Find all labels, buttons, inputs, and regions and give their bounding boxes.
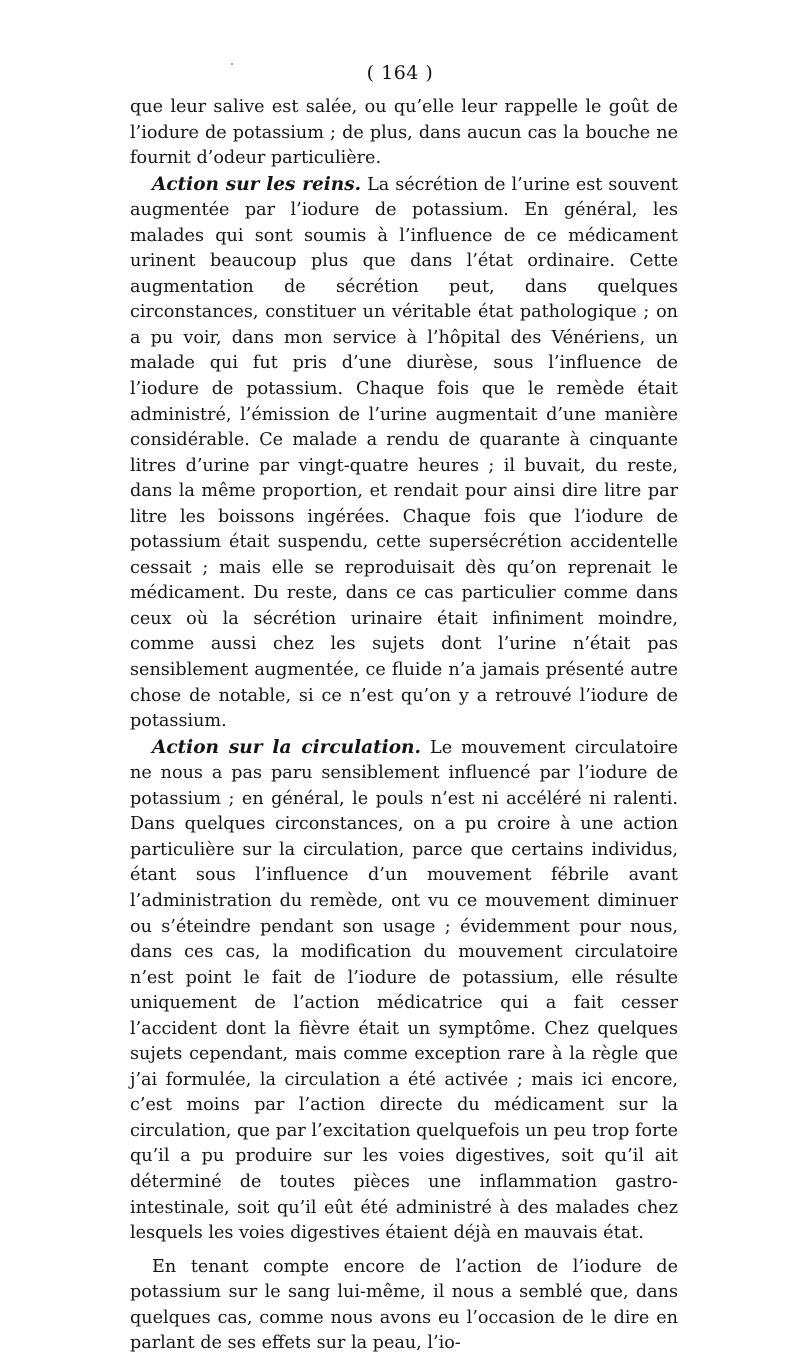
paragraph-text: En tenant compte encore de l’action de l’iodure de potassium sur le sang lui-même, il nous a semblé que, dans quelques cas, comme nous avons eu l’occasion de le dire en parlant de ses effets sur la peau, l’io- [130,1256,678,1354]
page-number: ( 164 ) [366,62,434,84]
paragraph-sang [130,1255,678,1357]
paragraph-action-circulation [130,735,678,1247]
paragraph-text: La sécrétion de l’urine est souvent augmentée par l’iodure de potassium. En général, les malades qui sont soumis à l’influence de ce médicament urinent beaucoup plus que dans l’état ordinaire. Cette augmentation de sécrétion peut, dans quelques circonstances, constituer un véritable état pathologique ; on a pu voir, dans mon service à l’hôpital des Vénériens, un malade qui fut pris d’une diurèse, sous l’influence de l’iodure de potassium. Chaque fois que le remède était administré, l’émission de l’urine augmentait d’une manière considérable. Ce malade a rendu de quarante à cinquante litres d’urine par vingt-quatre heures ; il buvait, du reste, dans la même proportion, et rendait pour ainsi dire litre par litre les boissons ingérées. Chaque fois que l’iodure de potassium était suspendu, cette supersécrétion accidentelle cessait ; mais elle se reproduisait dès qu’on reprenait le médicament. Du reste, dans ce cas particulier comme dans ceux où la sécrétion urinaire était infiniment moindre, comme aussi chez les sujets dont l’urine n’était pas sensiblement augmentée, ce fluide n’a jamais présenté autre chose de notable, si ce n’est qu’on y a retrouvé l’iodure de potassium. [130,174,679,732]
section-heading-reins: Action sur les reins. [152,173,362,195]
paragraph-continued [130,95,678,172]
section-heading-circulation: Action sur la circulation. [152,736,421,758]
body-text [130,95,678,1357]
paragraph-text: que leur salive est salée, ou qu’elle leur rappelle le goût de l’iodure de potassium ; de plus, dans aucun cas la bouche ne fournit d’odeur particulière. [130,97,678,169]
paragraph-text: Le mouvement circulatoire ne nous a pas paru sensiblement influencé par l’iodure de potassium ; en général, le pouls n’est ni accéléré ni ralenti. Dans quelques circonstances, on a pu croire à une action particulière sur la circulation, parce que certains individus, étant sous l’influence d’un mouvement fébrile avant l’administration du remède, ont vu ce mouvement diminuer ou s’éteindre pendant son usage ; évidemment pour nous, dans ces cas, la modification du mouvement circulatoire n’est point le fait de l’iodure de potassium, elle résulte uniquement de l’action médicatrice qui a fait cesser l’accident dont la fièvre était un symptôme. Chez quelques sujets cependant, mais comme exception rare à la règle que j’ai formulée, la circulation a été activée ; mais ici encore, c’est moins par l’action directe du médicament sur la circulation, que par l’excitation quelquefois un peu trop forte qu’il a pu produire sur les voies digestives, soit qu’il ait déterminé de toutes pièces une inflammation gastro-intestinale, soit qu’il eût été administré à des malades chez lesquels les voies digestives étaient déjà en mauvais état. [130,737,679,1244]
paragraph-action-reins [130,172,678,735]
